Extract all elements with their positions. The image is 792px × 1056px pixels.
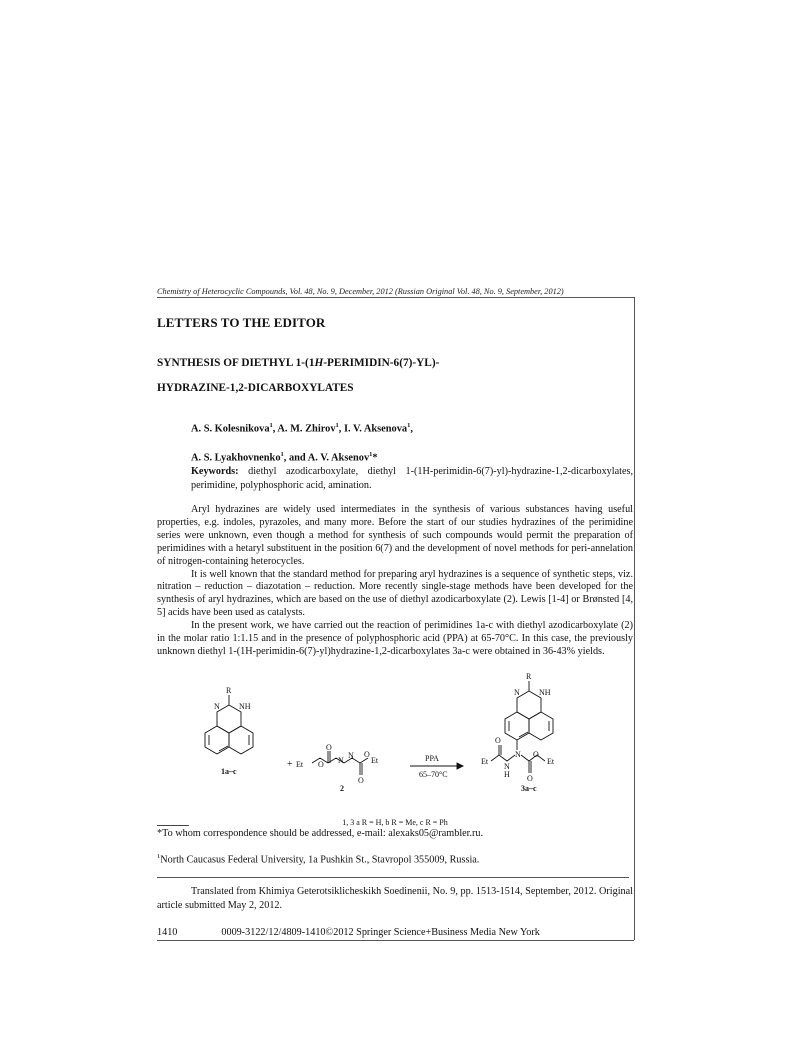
r-group-label: R (226, 686, 232, 695)
affiliation-footnote: $^1$North Caucasus Federal University, 1a Pushkin St., Stavropol 355009, Russia. (157, 853, 480, 866)
o-label: O (318, 760, 324, 769)
n-label: N (515, 750, 521, 759)
et-label: Et (547, 757, 555, 766)
footnote-rule (157, 825, 189, 826)
translation-note: Translated from Khimiya Geterotsiklicheskikh Soedinenii, No. 9, pp. 1513-1514, September, 2012. Original article submitted May 2, 2012. (157, 886, 633, 911)
footer-rule (157, 940, 634, 941)
o-label: O (364, 750, 370, 759)
keywords-text: diethyl azodicarboxylate, diethyl 1-(1H-perimidin-6(7)-yl)-hydrazine-1,2-dicarboxylates, perimidine, polyphosphoric acid, amination. (191, 466, 633, 491)
author: A. M. Zhirov (277, 423, 336, 435)
right-border-rule (634, 297, 635, 940)
paragraph: In the present work, we have carried out the reaction of perimidines 1a-c with diethyl azodicarboxylate (2) in the molar ratio 1:1.15 and in the presence of polyphosphoric acid (PPA) at 65-70°C. In this case, the previously unknown diethyl 1-(1H-perimidin-6(7)-yl)hydrazine-1,2-dicarboxylates 3a-c were obtained in 36-43% yields. (157, 620, 633, 657)
n-label: N (348, 751, 354, 760)
article-title: SYNTHESIS OF DIETHYL 1-(1H-PERIMIDIN-6(7)-YL)- HYDRAZINE-1,2-DICARBOXYLATES (157, 357, 440, 394)
r-group-label: R (526, 672, 532, 681)
substituent-legend: 1, 3 a R = H, b R = Me, c R = Ph (342, 818, 448, 827)
n-label: N (504, 762, 510, 771)
correspondence-footnote: *To whom correspondence should be addressed, e-mail: alexaks05@rambler.ru. (157, 828, 484, 839)
plus-sign: + (287, 759, 293, 770)
nh-label: NH (539, 688, 551, 697)
et-label: Et (296, 760, 304, 769)
reactant2-label: 2 (340, 784, 344, 793)
article-body (157, 504, 633, 659)
paragraph: Aryl hydrazines are widely used intermediates in the synthesis of various substances having useful properties, e.g. indoles, pyrazoles, and many more. Before the start of our studies hydrazines of the perimidine series were unknown, even though a method for synthesis of such compounds would permit the preparation of perimidines with a hetaryl substituent in the position 6(7) and the development of novel methods for peri-annelation of nitrogen-containing heterocycles. (157, 504, 633, 567)
reactant1-label: 1a–c (221, 767, 237, 776)
keywords (191, 465, 633, 492)
reagent-label: PPA (425, 754, 439, 763)
h-label: H (504, 770, 510, 779)
page-number: 1410 (157, 927, 178, 938)
et-label: Et (481, 757, 489, 766)
journal-citation: Chemistry of Heterocyclic Compounds, Vol. 48, No. 9, December, 2012 (Russian Original Vol. 48, No. 9, September, 2012) (157, 287, 564, 296)
issn-copyright: 0009-3122/12/4809-1410©2012 Springer Science+Business Media New York (221, 927, 540, 938)
et-label: Et (371, 756, 379, 765)
keywords-label: Keywords: (191, 466, 239, 477)
o-label: O (495, 736, 501, 745)
reaction-scheme (157, 672, 633, 815)
product-label: 3a–c (521, 784, 537, 793)
o-label: O (326, 743, 332, 752)
section-heading: LETTERS TO THE EDITOR (157, 315, 326, 330)
nh-label: NH (239, 702, 251, 711)
o-label: O (527, 774, 533, 783)
page-footer (157, 927, 540, 938)
author: A. S. Lyakhovnenko (191, 452, 281, 464)
author: A. V. Aksenov (307, 452, 370, 464)
translation-rule (157, 877, 629, 878)
o-label: O (533, 750, 539, 759)
conditions-label: 65–70°C (419, 770, 448, 779)
header-rule (157, 297, 634, 298)
author-list: A. S. Kolesnikova$^1$, A. M. Zhirov$^1$, I. V. Aksenova$^1$, A. S. Lyakhovnenko$^1$, and A. V. Aksenov$^1$* (191, 422, 413, 464)
o-label: O (358, 776, 364, 785)
n-label: N (514, 688, 520, 697)
author: A. S. Kolesnikova (191, 423, 270, 435)
n-label: N (338, 756, 344, 765)
author: I. V. Aksenova (343, 423, 408, 435)
n-label: N (214, 702, 220, 711)
paragraph: It is well known that the standard method for preparing aryl hydrazines is a sequence of synthetic steps, viz. nitration – reduction – diazotation – reduction. More recently single-stage methods have been developed for the synthesis of aryl hydrazines, which are based on the use of diethyl azodicarboxylate (2). Lewis [1-4] or Brønsted [4, 5] acids have been used as catalysts. (157, 568, 633, 619)
